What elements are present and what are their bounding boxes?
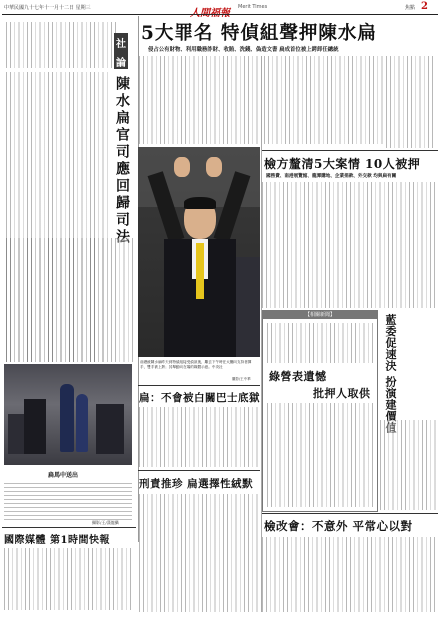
crowd-photo xyxy=(4,364,132,465)
prosecutor-body xyxy=(139,494,260,612)
editorial-tag-char2: 論 xyxy=(116,58,126,69)
prosecutor-headline: 刑責推珍 扁選擇性絨默 xyxy=(139,478,254,490)
column-divider-center xyxy=(261,56,262,612)
crowd-figure-2 xyxy=(76,394,88,452)
rule-reform xyxy=(262,513,438,514)
rule-bottom-left xyxy=(2,527,136,528)
right-story-subhead: 國務費、南港展覽館、龍潭購地、企業捐款、外交款 均與扁有關 xyxy=(266,174,397,179)
right-story-body xyxy=(262,182,438,308)
crowd-photo-caption: 扁馬中送出 xyxy=(48,472,79,479)
editorial-tag-char1: 社 xyxy=(116,39,126,50)
media-body xyxy=(4,548,132,610)
blue-party-headline: 藍委促速決 扮演建價值 xyxy=(384,314,397,434)
crowd-figure-3 xyxy=(24,399,46,454)
bus-headline: 扁：不會被白關巴士底獄 xyxy=(139,392,260,404)
related-news-lead xyxy=(267,323,373,363)
main-photo-caption: 前總統陳水扁昨天到特偵組接受偵訊後，離去下午時在大廳向支持者揮手，雙手被上銬；其舉動向在場的媒體示意。中央社 xyxy=(140,360,252,369)
right-upper-body xyxy=(386,56,436,148)
related-news-tag: 【相關新聞】 xyxy=(263,311,377,319)
page-number: 2 xyxy=(421,1,428,12)
photo-raised-hand-right xyxy=(206,157,222,177)
masthead xyxy=(0,0,440,14)
masthead-rule xyxy=(2,14,438,15)
main-story-body-right xyxy=(264,56,384,144)
rule-bus xyxy=(138,385,260,386)
crowd-photo-credit: 攝影/王/漢龍攝 xyxy=(92,520,119,525)
related-headline-2: 批押人取供 xyxy=(313,387,371,400)
photo-man-hair xyxy=(184,197,216,209)
main-story-body xyxy=(139,56,260,144)
main-headline: 5大罪名 特偵組聲押陳水扁 xyxy=(141,23,377,44)
crowd-photo-caption-text xyxy=(4,480,132,520)
blue-party-text xyxy=(380,420,436,510)
photo-yellow-tie xyxy=(196,243,204,299)
editorial-title: 陳水扁官司應回歸司法 xyxy=(114,76,130,246)
crowd-figure-4 xyxy=(96,404,124,454)
logo-subtitle: Merit Times xyxy=(238,4,268,10)
media-headline: 國際媒體 第1時間快報 xyxy=(4,535,110,546)
related-news-box xyxy=(262,310,378,512)
related-news-body xyxy=(267,403,373,507)
reform-headline: 檢改會：不意外 平常心以對 xyxy=(264,519,413,533)
crowd-figure-1 xyxy=(60,384,74,452)
rule-right-story xyxy=(262,150,438,151)
main-photo-credit: 攝影/王中華 xyxy=(232,377,251,381)
bus-body xyxy=(139,407,260,467)
rule-prosecutor xyxy=(138,470,260,471)
editorial-text-top xyxy=(6,22,116,68)
right-story-headline: 檢方釐清5大案情 10人被押 xyxy=(264,157,421,171)
editorial-tag xyxy=(114,33,128,69)
editorial-body-lower xyxy=(6,238,136,362)
date-line: 中華民國九十七年十一月十二日 星期三 xyxy=(4,5,91,11)
main-photo xyxy=(138,147,260,357)
newspaper-logo xyxy=(190,1,238,12)
reform-body xyxy=(262,537,438,612)
related-headline-1: 綠營表遺憾 xyxy=(269,370,327,383)
main-subhead: 侵占公有財物、利用職務詐財、收賄、洗錢、偽造文書 扁成首位被上銬卸任總統 xyxy=(148,47,339,53)
crowd-figure-5 xyxy=(8,414,24,454)
section-label: 焦點 xyxy=(405,5,416,11)
photo-side-person xyxy=(236,257,260,357)
photo-raised-hand-left xyxy=(174,157,190,177)
